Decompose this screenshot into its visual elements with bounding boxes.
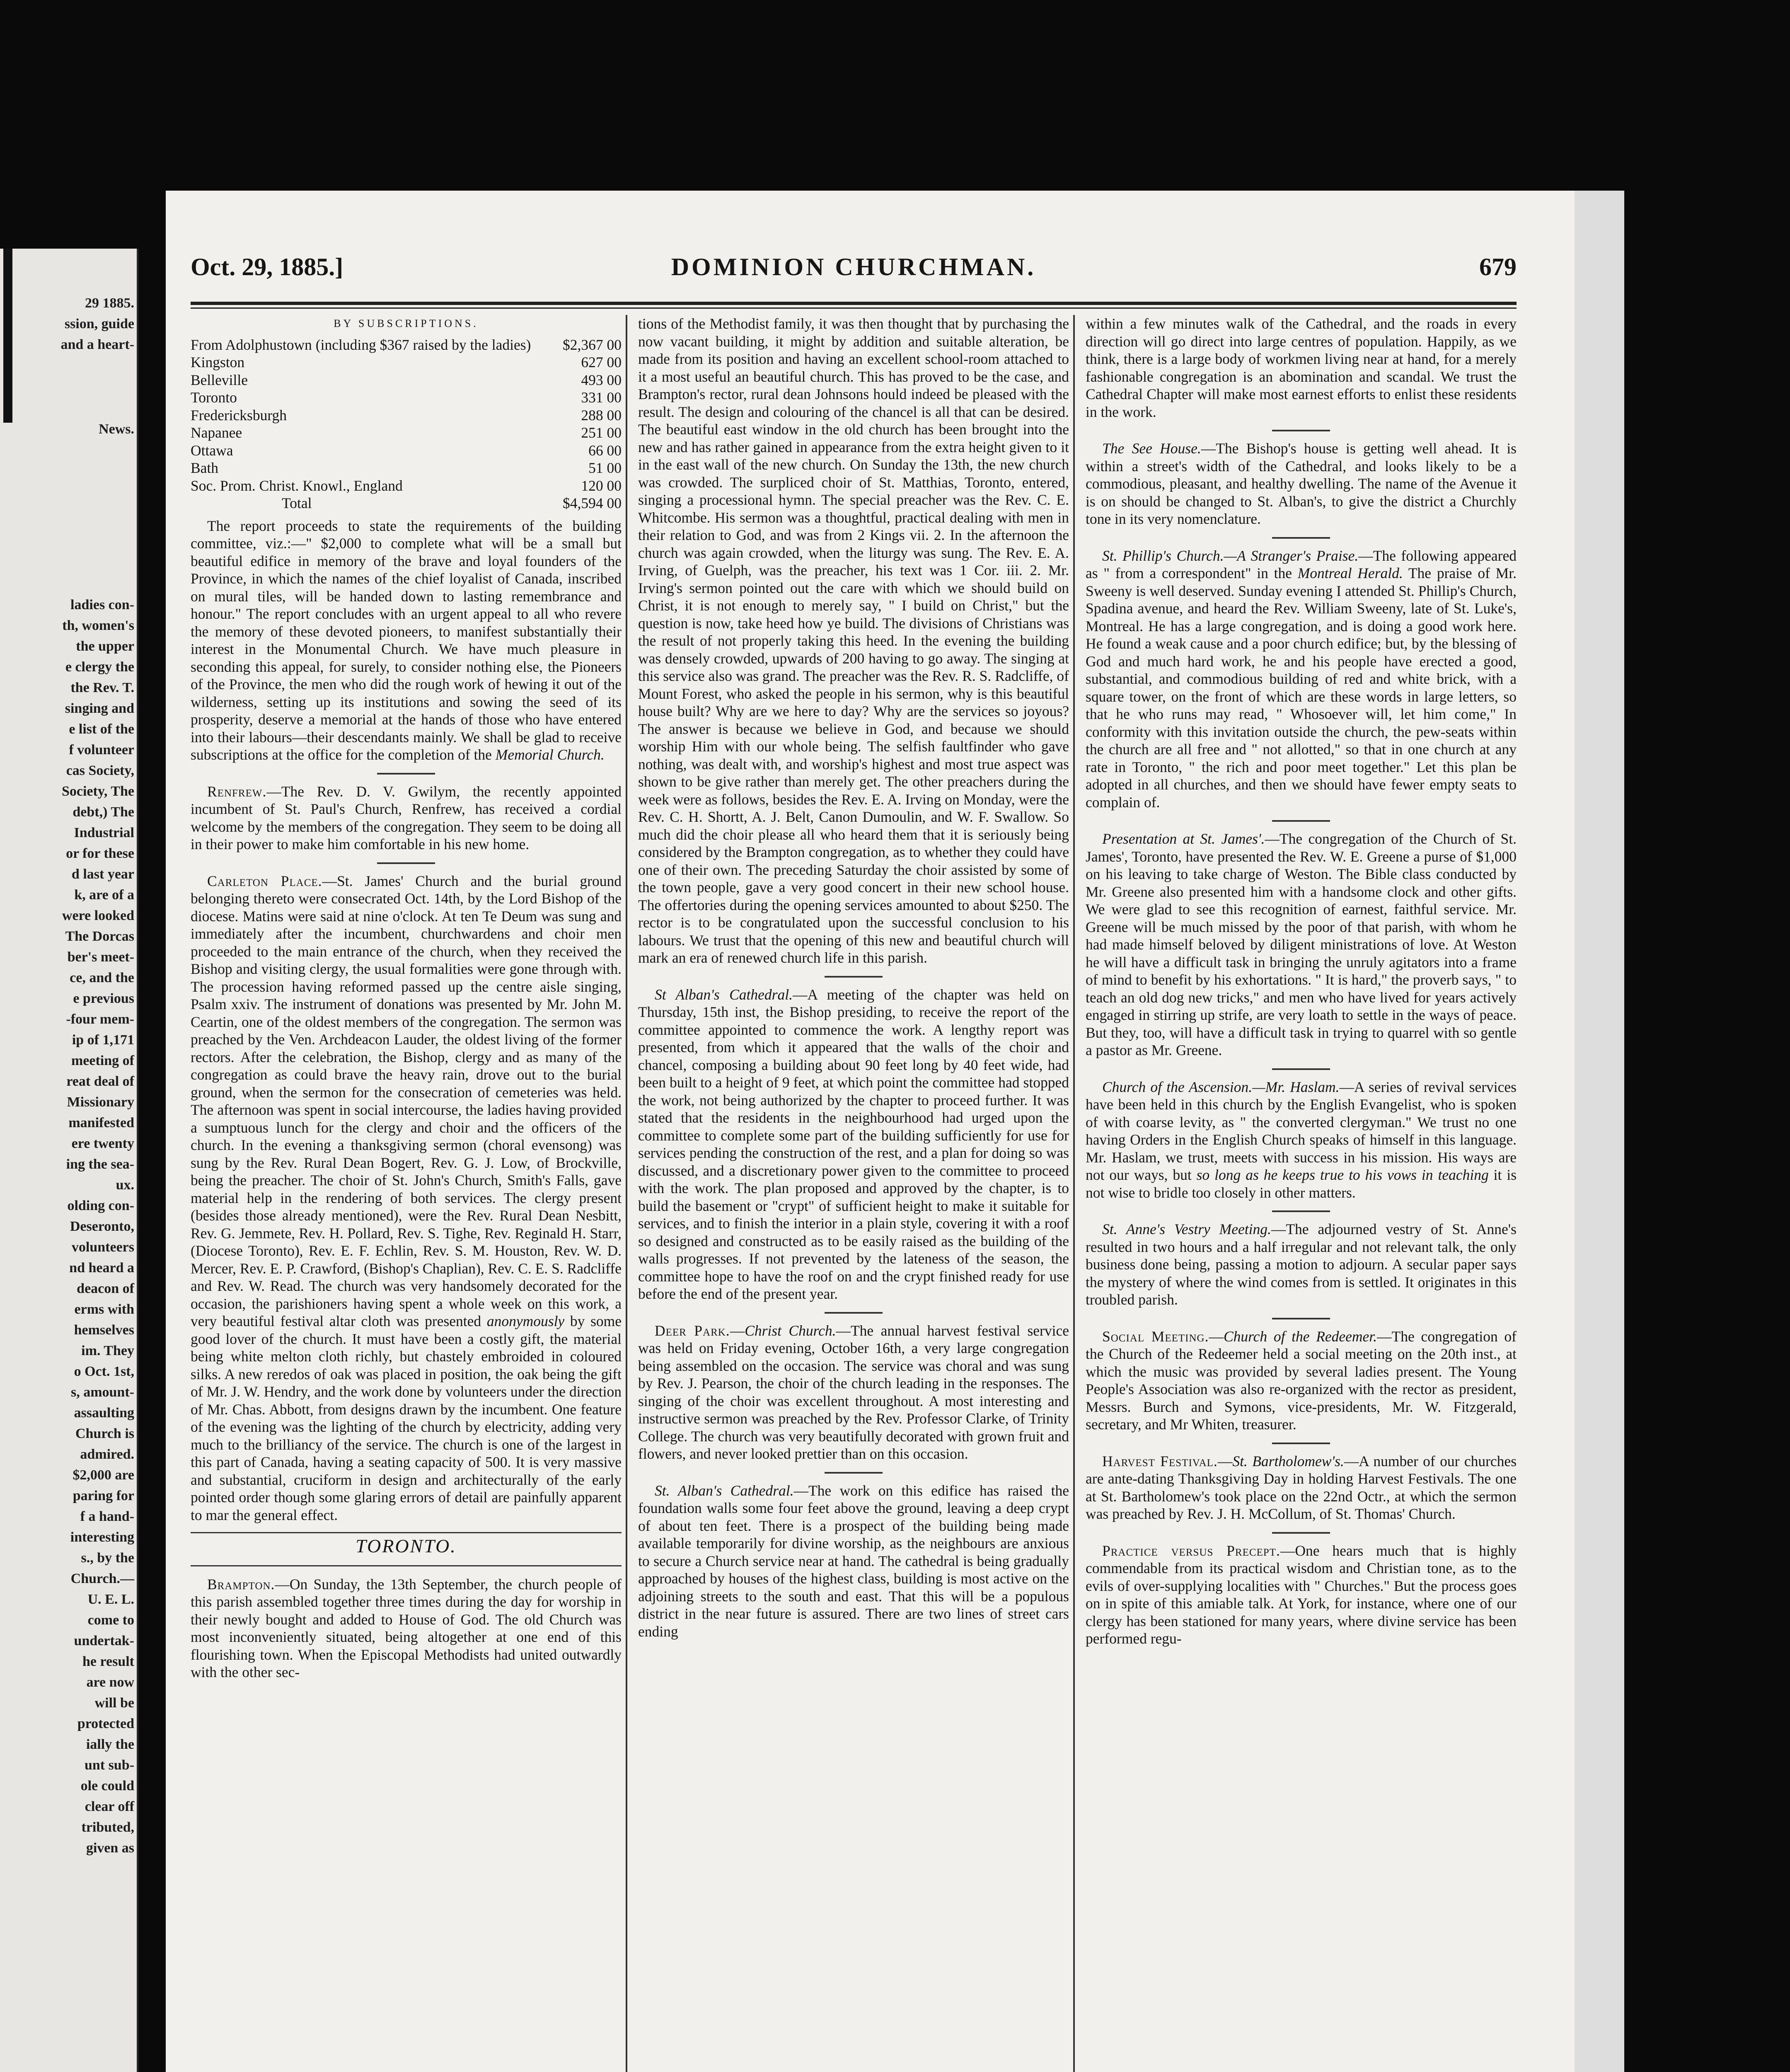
newspaper-page bbox=[166, 191, 1575, 2072]
article-presentation-st-james: Presentation at St. James'.—The congregation of the Church of St. James', Toronto, have presented the Rev. W. E. Greene a purse of $1,000 on his leaving to take charge of Weston. The Bible class conducted by Mr. Greene also presented him with a handsome clock and other gifts. We were glad to see this recognition of earnest, faithful service. Mr. Greene will be much missed by the poor of that parish, with whom he had made himself beloved by diligent ministrations of love. At Weston he will have a difficult task in bringing the unruly agitators into a frame of mind to benefit by his exhortations. " It is hard," the proverb says, " to teach an old dog new tricks," and men who have lived for years actively engaged in stirring up strife, are very loath to settle in the ways of peace. But they, too, will have a difficult task in trying to quarrel with so gentle a pastor as Mr. Greene. bbox=[1086, 830, 1517, 1058]
article-heading: Carleton Place. bbox=[207, 872, 322, 889]
edge-text-line: e clergy the bbox=[65, 659, 134, 675]
subscription-amount: $2,367 00 bbox=[563, 336, 622, 353]
article-ascension: Church of the Ascension.—Mr. Haslam.—A series of revival services have been held in this church by the English Evangelist, who is spoken of with coarse levity, as " the converted clergyman." We trust no one having Orders in the English Church speaks of himself in this language. Mr. Haslam, we trust, meets with success in his mission. His ways are not our ways, but so long as he keeps true to his vows in teaching it is not wise to bridle too closely in other matters. bbox=[1086, 1078, 1517, 1201]
article-heading: Brampton. bbox=[207, 1576, 275, 1593]
edge-text-line: volunteers bbox=[71, 1239, 134, 1255]
edge-text-line: tributed, bbox=[81, 1820, 134, 1835]
edge-text-line: ing the sea- bbox=[66, 1157, 134, 1172]
edge-text-line: Deseronto, bbox=[70, 1219, 134, 1234]
section-separator bbox=[1272, 430, 1330, 431]
edge-text-line: ssion, guide bbox=[64, 316, 134, 332]
edge-text-line: o Oct. 1st, bbox=[74, 1364, 134, 1379]
subscriptions-total-row bbox=[191, 494, 622, 512]
subscriptions-table bbox=[191, 336, 622, 512]
edge-text-line: d last year bbox=[71, 867, 134, 882]
emphasis: St. Bartholomew's. bbox=[1232, 1452, 1344, 1469]
edge-text-line: U. E. L. bbox=[87, 1592, 134, 1607]
article-heading: St. Phillip's Church.—A Stranger's Praise. bbox=[1102, 547, 1359, 564]
article-heading: Social Meeting. bbox=[1102, 1328, 1209, 1345]
subscription-amount: 493 00 bbox=[581, 371, 622, 388]
edge-text-line: nd heard a bbox=[69, 1260, 134, 1276]
article-heading: Harvest Festival. bbox=[1102, 1452, 1218, 1469]
edge-text-line: im. They bbox=[81, 1343, 134, 1358]
subscription-name: Soc. Prom. Christ. Knowl., England bbox=[191, 477, 403, 494]
edge-text-line: he result bbox=[82, 1654, 134, 1669]
edge-text-line: e previous bbox=[73, 991, 134, 1006]
edge-text-line: erms with bbox=[74, 1302, 134, 1317]
edge-text-line: Church.— bbox=[70, 1571, 134, 1586]
subscription-row bbox=[191, 442, 622, 460]
subscription-row bbox=[191, 424, 622, 442]
article-brampton: Brampton.—On Sunday, the 13th September, the church people of this parish assembled together three times during the day for worship in their newly bought and added to House of God. The old Church was most inconveniently situated, being altogether at one end of this flourishing town. When the Episcopal Methodists had united outwardly with the other sec- bbox=[191, 1576, 622, 1680]
edge-text-line: Church is bbox=[75, 1426, 134, 1441]
edge-text-line: hemselves bbox=[74, 1322, 134, 1338]
emphasis: Church of the Redeemer. bbox=[1224, 1328, 1377, 1345]
edge-text-line: Missionary bbox=[67, 1094, 134, 1110]
subscription-name: Fredericksburgh bbox=[191, 407, 287, 424]
article-paragraph: The report proceeds to state the requirements of the building committee, viz.:—" $2,000 to complete what will be a small but beautiful edifice in memory of the brave and loyal founders of the Province, in which the names of the chief loyalist of Canada, inscribed on mural tiles, will be handed down to lasting remembrance and honour." The report concludes with an urgent appeal to all who revere the memory of these devoted pioneers, to manifest substantially their interest in the Monumental Church. We have much pleasure in seconding this appeal, for surely, to consider nothing else, the Pioneers of the Province, the men who did the rough work of hewing it out of the wilderness, setting up its institutions and sowing the seed of its prosperity, deserve a memorial at the hands of those who have entered into their labours—their descendants mainly. We shall be glad to receive subscriptions at the office for the completion of the Memorial Church. bbox=[191, 517, 622, 763]
edge-text-line: cas Society, bbox=[66, 763, 134, 778]
edge-text-line: protected bbox=[77, 1716, 134, 1731]
edge-text-line: olding con- bbox=[67, 1198, 134, 1213]
subscription-row bbox=[191, 371, 622, 389]
edge-text-line: undertak- bbox=[74, 1633, 134, 1648]
section-separator bbox=[1272, 820, 1330, 822]
article-heading: Deer Park. bbox=[655, 1322, 730, 1339]
article-heading: Presentation at St. James'. bbox=[1102, 830, 1265, 847]
article-heading: St. Alban's Cathedral. bbox=[655, 1482, 794, 1499]
column-2 bbox=[638, 315, 1069, 1642]
section-separator bbox=[825, 1472, 883, 1474]
edge-text-line: ladies con- bbox=[70, 597, 134, 612]
subscription-name: Bath bbox=[191, 460, 219, 476]
article-deer-park: Deer Park.—Christ Church.—The annual harvest festival service was held on Friday evening, October 16th, a very large congregation being assembled on the occasion. The service was choral and was sung by Rev. J. Pearson, the choir of the church leading in the responses. The singing of the choir was excellent throughout. A most interesting and instructive sermon was preached by the Rev. Professor Clarke, of Trinity College. The church was very beautifully decorated with grown fruit and flowers, and never looked prettier than on this occasion. bbox=[638, 1322, 1069, 1462]
page-header bbox=[191, 253, 1517, 290]
subscription-name: From Adolphustown (including $367 raised by the ladies) bbox=[191, 336, 531, 353]
subscription-amount: 66 00 bbox=[588, 442, 622, 459]
article-heading: Practice versus Precept. bbox=[1102, 1542, 1280, 1559]
article-see-house: The See House.—The Bishop's house is getting well ahead. It is within a street's width of the Cathedral, and looks likely to be a commodious, pleasant, and healthy dwelling. The name of the Avenue it is on should be changed to St. Alban's, to give the district a Churchly tone in its very nomenclature. bbox=[1086, 440, 1517, 527]
subscription-name: Belleville bbox=[191, 371, 248, 388]
article-st-albans-work: St. Alban's Cathedral.—The work on this edifice has raised the foundation walls some four feet above the ground, leaving a deep crypt of about ten feet. There is a prospect of the building being made available temporarily for divine worship, as the neighbours are anxious to secure a Church service near at hand. The cathedral is being gradually approached by houses of the highest class, building is most active on the adjoining streets to the south and east. That this will be a populous district in the near future is assured. There are two lines of street cars ending bbox=[638, 1482, 1069, 1640]
section-separator bbox=[1272, 1443, 1330, 1444]
section-separator bbox=[1272, 537, 1330, 539]
edge-text-line: f a hand- bbox=[80, 1509, 134, 1524]
subscription-name: Kingston bbox=[191, 354, 245, 370]
subscription-row bbox=[191, 336, 622, 354]
edge-text-line: paring for bbox=[73, 1488, 134, 1503]
subscription-row bbox=[191, 353, 622, 371]
article-st-phillips: St. Phillip's Church.—A Stranger's Praise.—The following appeared as " from a correspondent" in the Montreal Herald. The praise of Mr. Sweeny is well deserved. Sunday evening I attended St. Phillip's Church, Spadina avenue, and heard the Rev. William Sweeny, late of St. Luke's, Montreal. He has a large congregation, and is doing a good work here. He found a weak cause and a poor church edifice; but, by the blessing of God and much hard work, he and his people have erected a good, substantial, and commodious building of red and white brick, with a square tower, on the front of which are these words in large letters, so that he who runs may read, " Whosoever will, let him come," In conformity with this invitation outside the church, the pew-seats within the church are all free and " not allotted," so that in one church at any rate in Toronto, " the rich and poor meet together." Let this plan be adopted in all churches, and then we should have fewer empty seats to complain of. bbox=[1086, 547, 1517, 811]
edge-text-line: manifested bbox=[68, 1115, 134, 1130]
emphasis: so long as he keeps true to his vows in teaching bbox=[1196, 1167, 1489, 1183]
emphasis: Christ Church. bbox=[745, 1322, 836, 1339]
edge-text-line: ce, and the bbox=[70, 970, 134, 985]
subscription-amount: 627 00 bbox=[581, 354, 622, 370]
column-3 bbox=[1086, 315, 1517, 1649]
article-social-meeting: Social Meeting.—Church of the Redeemer.—The congregation of the Church of the Redeemer held a social meeting on the 20th inst., at which the music was provided by several ladies present. The Young People's Association was also re-organized with the rector as president, Messrs. Burch and Symons, vice-presidents, Mr. W. Fitzgerald, secretary, and Mr Whiten, treasurer. bbox=[1086, 1328, 1517, 1433]
edge-text-line: th, women's bbox=[62, 618, 134, 633]
edge-text-line: deacon of bbox=[77, 1281, 134, 1296]
emphasis: anonymously bbox=[486, 1313, 565, 1329]
edge-text-line: or for these bbox=[66, 846, 134, 861]
subscription-amount: 288 00 bbox=[581, 407, 622, 424]
edge-text-line: k, are of a bbox=[74, 887, 134, 903]
edge-text-line: are now bbox=[86, 1675, 134, 1690]
edge-text-line: Industrial bbox=[74, 825, 134, 840]
subscription-name: Napanee bbox=[191, 424, 242, 441]
masthead-title: DOMINION CHURCHMAN. bbox=[671, 253, 1036, 281]
total-label: Total bbox=[282, 495, 312, 511]
article-st-albans-chapter: St Alban's Cathedral.—A meeting of the chapter was held on Thursday, 15th inst, the Bishop presiding, to receive the report of the committee appointed to commence the work. A lengthy report was presented, from which it appeared that the walls of the choir and chancel, composing a building about 90 feet long by 40 feet wide, had been built to a height of 9 feet, at which point the committee had stopped the work, not being authorized by the chapter to proceed further. It was stated that the residents in the neighbourhood had urged upon the committee to complete some part of the building sufficiently for use for services pending the construction of the rest, and a plan for doing so was discussed, and a discretionary power given to the committee to proceed with the work. The plan proposed and approved by the chapter, is to build the basement or "crypt" of sufficient height to make it suitable for services, and to finish the interior in a plain style, covering it with a roof so designed and constructed as to be easily raised as the building of the walls progresses. If not prevented by the lateness of the season, the committee hope to have the roof on and the crypt finished ready for use before the end of the present year. bbox=[638, 986, 1069, 1302]
section-separator bbox=[377, 862, 435, 864]
edge-text-line: singing and bbox=[65, 701, 134, 716]
section-separator bbox=[825, 1312, 883, 1314]
column-divider bbox=[1073, 315, 1075, 2072]
section-separator bbox=[1272, 1318, 1330, 1319]
edge-text-line: e list of the bbox=[69, 721, 134, 737]
adjacent-page-text bbox=[17, 249, 137, 1857]
edge-text-line: f volunteer bbox=[69, 742, 134, 758]
edge-text-line: given as bbox=[86, 1840, 134, 1856]
scan-border-right bbox=[1575, 191, 1624, 2072]
edge-text-line: ially the bbox=[86, 1737, 134, 1752]
column-1 bbox=[191, 315, 622, 1683]
article-heading: Church of the Ascension.—Mr. Haslam. bbox=[1102, 1078, 1340, 1095]
article-st-albans-cont: within a few minutes walk of the Cathedral, and the roads in every direction will go direct into large centres of population. Happily, as we think, there is a large body of workmen living near at hand, for a merely fashionable congregation is an abomination and scandal. We trust the Cathedral Chapter will make most earnest efforts to enlist these residents in the work. bbox=[1086, 315, 1517, 420]
edge-text-line: ber's meet- bbox=[67, 949, 134, 965]
issue-date: Oct. 29, 1885.] bbox=[191, 253, 343, 281]
edge-text-line: s., by the bbox=[81, 1550, 134, 1566]
section-heading-toronto: TORONTO. bbox=[356, 1535, 457, 1556]
edge-text-line: Society, The bbox=[61, 784, 134, 799]
article-heading: St Alban's Cathedral. bbox=[655, 986, 793, 1003]
edge-text-line: ux. bbox=[116, 1177, 134, 1193]
emphasis: Memorial Church. bbox=[495, 746, 605, 763]
page-number: 679 bbox=[1479, 253, 1517, 281]
article-practice-precept: Practice versus Precept.—One hears much that is highly commendable from its practical wisdom and Christian tone, as to the evils of over-supplying localities with " Churches." But the process goes on in spite of this amiable talk. At York, for instance, where one of our clergy has been stationed for many years, where divine service has been performed regu- bbox=[1086, 1542, 1517, 1647]
edge-text-line: the upper bbox=[76, 639, 134, 654]
subscription-amount: 251 00 bbox=[581, 424, 622, 441]
edge-text-line: the Rev. T. bbox=[70, 680, 134, 695]
edge-text-line: ip of 1,171 bbox=[72, 1032, 134, 1048]
section-separator bbox=[825, 976, 883, 978]
edge-text-line: ole could bbox=[80, 1778, 134, 1794]
header-rule bbox=[191, 302, 1517, 305]
subscription-amount: 51 00 bbox=[588, 460, 622, 476]
edge-text-line: s, amount- bbox=[70, 1385, 134, 1400]
edge-text-line: News. bbox=[99, 421, 134, 437]
article-harvest-festival: Harvest Festival.—St. Bartholomew's.—A number of our churches are ante-dating Thanksgiving Day in holding Harvest Festivals. The one at St. Bartholomew's took place on the 22nd Octr., at which the sermon was preached by Rev. J. H. McCollum, of St. Thomas' Church. bbox=[1086, 1452, 1517, 1522]
section-separator bbox=[377, 773, 435, 775]
edge-text-line: The Dorcas bbox=[65, 929, 134, 944]
edge-text-line: unt sub- bbox=[84, 1757, 134, 1773]
edge-text-line: debt,) The bbox=[73, 804, 134, 820]
edge-text-line: will be bbox=[94, 1695, 134, 1711]
subscription-name: Toronto bbox=[191, 389, 237, 406]
binding-mark bbox=[3, 249, 12, 423]
header-rule-thin bbox=[191, 307, 1517, 309]
article-heading: Renfrew. bbox=[207, 783, 267, 800]
subscription-row bbox=[191, 477, 622, 495]
article-heading: St. Anne's Vestry Meeting. bbox=[1102, 1221, 1271, 1237]
edge-text-line: and a heart- bbox=[60, 337, 134, 352]
emphasis: Montreal Herald. bbox=[1297, 565, 1403, 581]
edge-text-line: were looked bbox=[62, 908, 134, 923]
edge-text-line: assaulting bbox=[74, 1405, 134, 1421]
edge-text-line: interesting bbox=[70, 1530, 134, 1545]
edge-text-line: reat deal of bbox=[66, 1074, 134, 1089]
subscription-name: Ottawa bbox=[191, 442, 233, 459]
subscription-row bbox=[191, 407, 622, 424]
section-separator bbox=[1272, 1210, 1330, 1212]
edge-text-line: ere twenty bbox=[71, 1136, 134, 1151]
edge-text-line: $2,000 are bbox=[73, 1467, 134, 1483]
edge-text-line: -four mem- bbox=[66, 1012, 134, 1027]
subscriptions-heading: BY SUBSCRIPTIONS. bbox=[334, 317, 479, 329]
edge-text-line: 29 1885. bbox=[85, 295, 134, 311]
subscription-row bbox=[191, 459, 622, 477]
section-rule bbox=[191, 1565, 622, 1566]
edge-text-line: clear off bbox=[85, 1799, 134, 1814]
edge-text-line: come to bbox=[87, 1612, 134, 1628]
article-st-annes: St. Anne's Vestry Meeting.—The adjourned vestry of St. Anne's resulted in two hours and a half irregular and not relevant talk, the only business done being, passing a motion to adjourn. A secular paper says the mystery of where the wind comes from is settled. It originates in this troubled parish. bbox=[1086, 1221, 1517, 1308]
adjacent-page-edge bbox=[0, 249, 138, 2072]
column-divider bbox=[626, 315, 627, 2072]
subscription-amount: 331 00 bbox=[581, 389, 622, 406]
edge-text-line: meeting of bbox=[71, 1053, 134, 1068]
section-rule bbox=[191, 1532, 622, 1533]
article-renfrew: Renfrew.—The Rev. D. V. Gwilym, the recently appointed incumbent of St. Paul's Church, Renfrew, has received a cordial welcome by the members of the congregation. They seem to be doing all in their power to make him comfortable in his new home. bbox=[191, 783, 622, 852]
article-heading: The See House. bbox=[1102, 440, 1201, 457]
subscription-row bbox=[191, 389, 622, 407]
article-brampton-cont: tions of the Methodist family, it was then thought that by purchasing the now vacant building, it might by addition and suitable alteration, be made from its position and having an excellent school-room attached to it a most useful an beautiful church. This has proved to be the case, and Brampton's rector, rural dean Johnsons hould indeed be pleased with the result. The design and colouring of the chancel is all that can be desired. The beautiful east window in the old church has been brought into the new and has rather gained in appearance from the extra height given to it in the east wall of the new church. On Sunday the 13th, the new church was crowded. The surpliced choir of St. Matthias, Toronto, entered, singing a processional hymn. The special preacher was the Rev. C. E. Whitcombe. His sermon was a thoughtful, practical dealing with men in their relation to God, and was from 2 Kings vii. 2. In the afternoon the church was again crowded, when the liturgy was sung. The Rev. E. A. Irving, of Guelph, was the preacher, his text was 1 Cor. iii. 2. Mr. Irving's sermon pointed out the care with which we should build on Christ, it is not enough to merely say, " I build on Christ," but the question is now, take heed how ye build. The divisions of Christians was the result of not properly taking this heed. In the evening the building was densely crowded, upwards of 200 having to go away. The singing at this service also was grand. The preacher was the Rev. R. S. Radcliffe, of Mount Forest, who asked the people in his sermon, why is this beautiful house built? Why are we here to day? Why are the services so joyous? The answer is because we believe in God, and because we should worship Him with our whole being. The selfish faultfinder who gave nothing, was dealt with, and worship's highest and most true aspect was shown to be give rather than merely get. The other preachers during the week were as follows, besides the Rev. E. A. Irving on Monday, were the Rev. C. H. Shortt, A. J. Belt, Canon Dumoulin, and W. F. Swallow. So much did the choir please all who heard them that it is seriously being considered by the Brampton congregation, as to whether they could have one of their own. The preceding Saturday the choir assisted by some of the town people, gave a very good concert in their new school house. The offertories during the opening services amounted to about $250. The rector is to be congratulated upon the successful conclusion to his labours. We trust that the opening of this new and beautiful church will mark an era of renewed church life in this parish. bbox=[638, 315, 1069, 966]
total-amount: $4,594 00 bbox=[563, 495, 622, 511]
section-separator bbox=[1272, 1532, 1330, 1534]
subscription-amount: 120 00 bbox=[581, 477, 622, 494]
edge-text-line: admired. bbox=[80, 1447, 134, 1462]
section-separator bbox=[1272, 1068, 1330, 1070]
article-carleton-place: Carleton Place.—St. James' Church and the burial ground belonging thereto were consecrated Oct. 14th, by the Lord Bishop of the diocese. Matins were said at nine o'clock. At ten Te Deum was sung and immediately after the incumbent, churchwardens and choir men proceeded to the main entrance of the church, when they received the Bishop and visiting clergy, the usual formalities were gone through with. The procession having reformed passed up the centre aisle singing, Psalm xxiv. The instrument of donations was presented by Mr. John M. Ceartin, one of the oldest members of the congregation. The sermon was preached by the Ven. Archdeacon Lauder, the oldest living of the former rectors. After the celebration, the Bishop, clergy and as many of the congregation as could brave the heavy rain, drove out to the burial ground, when the sermon for the consecration of cemeteries was held. The afternoon was spent in social intercourse, the ladies having provided a sumptuous lunch for the clergy and choir and the officers of the church. In the evening a thanksgiving sermon (choral evensong) was sung by the Rev. Rural Dean Bogert, Rev. G. J. Low, of Brockville, being the preacher. The choir of St. John's Church, Smith's Falls, gave material help in the rendering of both services. The clergy present (besides those already mentioned), were the Rev. Rural Dean Nesbitt, Rev. G. Jemmete, Rev. H. Pollard, Rev. S. Tighe, Rev. Reginald H. Starr, (Diocese Toronto), Rev. E. F. Echlin, Rev. S. M. Houston, Rev. W. D. Mercer, Rev. E. P. Crawford, (Bishop's Chaplian), Rev. C. E. S. Radcliffe and Rev. W. Read. The church was very handsomely decorated for the occasion, the parishioners having spent a whole week on this work, a very beautiful festival altar cloth was presented anonymously by some good lover of the church. It must have been a costly gift, the material being white melton cloth richly, but chastely embroided in coloured silks. A new reredos of oak was placed in position, the oak being the gift of Mr. J. W. Hendry, and the work done by volunteers under the direction of Mr. Chas. Abbott, from designs drawn by the incumbent. One feature of the evening was the lighting of the church by electricity, adding very much to the brilliancy of the service. The church is one of the largest in this part of Canada, having a seating capacity of 500. It is very massive and substantial, cruciform in design and architecturally of the early pointed order though some glaring errors of detail are painfully apparent to mar the general effect. bbox=[191, 872, 622, 1523]
